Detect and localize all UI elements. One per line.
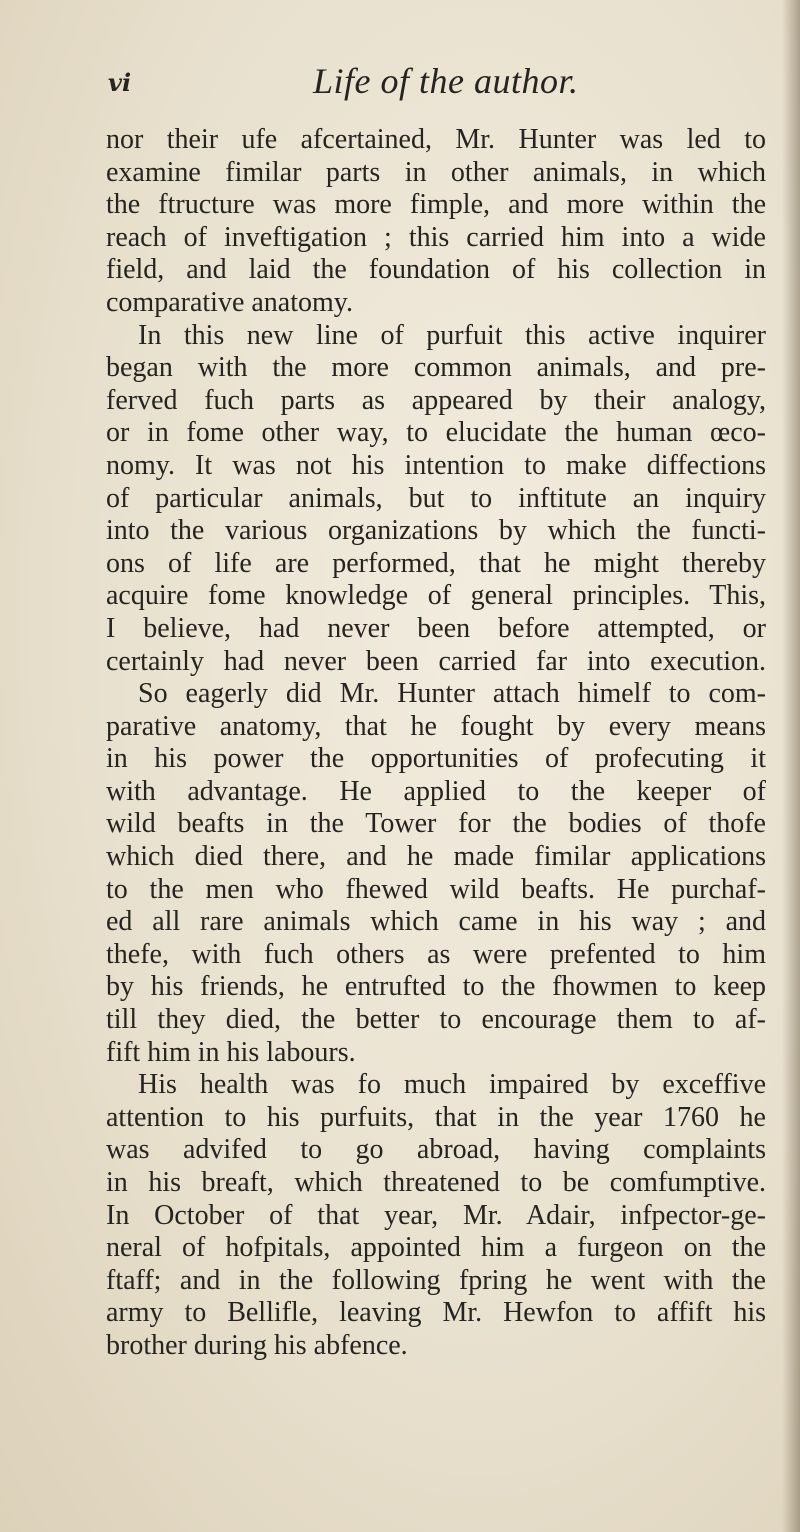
- text-line: So eagerly did Mr. Hunter attach himelf to com-: [138, 678, 766, 710]
- text-line: ed all rare animals which came in his way ; and: [106, 906, 766, 938]
- text-line: attention to his purfuits, that in the year 1760 he: [106, 1101, 766, 1133]
- text-line: thefe, with fuch others as were prefented to him: [106, 938, 766, 970]
- text-line: till they died, the better to encourage them to af-: [106, 1004, 766, 1036]
- text-line: was advifed to go abroad, having complaints: [106, 1134, 766, 1166]
- page-edge-shadow: [782, 0, 800, 1532]
- text-line: His health was fo much impaired by exceffive: [138, 1069, 766, 1101]
- text-line: the ftructure was more fimple, and more within the: [106, 189, 766, 221]
- text-line: nomy. It was not his intention to make diffections: [106, 449, 766, 481]
- text-line: wild beafts in the Tower for the bodies of thofe: [106, 808, 766, 840]
- text-line: acquire fome knowledge of general principles. This,: [106, 580, 766, 612]
- text-line: began with the more common animals, and pre-: [106, 352, 766, 384]
- text-line: ferved fuch parts as appeared by their analogy,: [106, 384, 766, 416]
- text-line: with advantage. He applied to the keeper of: [106, 775, 766, 807]
- running-head: Life of the author.: [313, 61, 579, 101]
- text-line: In October of that year, Mr. Adair, infpector-ge-: [106, 1199, 766, 1231]
- text-line: I believe, had never been before attempted, or: [106, 612, 766, 644]
- text-line: which died there, and he made fimilar applications: [106, 841, 766, 873]
- text-line: certainly had never been carried far into execution.: [106, 645, 766, 677]
- page-number: vi: [108, 68, 132, 97]
- text-line: to the men who fhewed wild beafts. He purchaf-: [106, 873, 766, 905]
- text-line: fift him in his labours.: [106, 1036, 356, 1068]
- text-line: field, and laid the foundation of his collection in: [106, 254, 766, 286]
- text-line: ftaff; and in the following fpring he went with the: [106, 1264, 766, 1296]
- text-line: neral of hofpitals, appointed him a furgeon on the: [106, 1232, 766, 1264]
- text-line: in his power the opportunities of profecuting it: [106, 743, 766, 775]
- text-line: army to Bellifle, leaving Mr. Hewfon to affift his: [106, 1297, 766, 1329]
- text-line: parative anatomy, that he fought by every means: [106, 710, 766, 742]
- text-line: comparative anatomy.: [106, 286, 353, 318]
- body-text: [106, 124, 766, 1363]
- page-header: [108, 60, 748, 120]
- text-line: by his friends, he entrufted to the fhowmen to keep: [106, 971, 766, 1003]
- text-line: brother during his abfence.: [106, 1329, 408, 1361]
- text-line: of particular animals, but to inftitute an inquiry: [106, 482, 766, 514]
- text-line: nor their ufe afcertained, Mr. Hunter was led to: [106, 124, 766, 155]
- text-line: or in fome other way, to elucidate the human œco-: [106, 417, 766, 449]
- text-line: into the various organizations by which the functi-: [106, 515, 766, 547]
- text-line: in his breaft, which threatened to be comfumptive.: [106, 1167, 766, 1198]
- text-line: examine fimilar parts in other animals, in which: [106, 156, 766, 188]
- text-line: reach of inveftigation ; this carried him into a wide: [106, 221, 766, 253]
- text-line: In this new line of purfuit this active inquirer: [138, 319, 766, 351]
- text-line: ons of life are performed, that he might thereby: [106, 547, 766, 579]
